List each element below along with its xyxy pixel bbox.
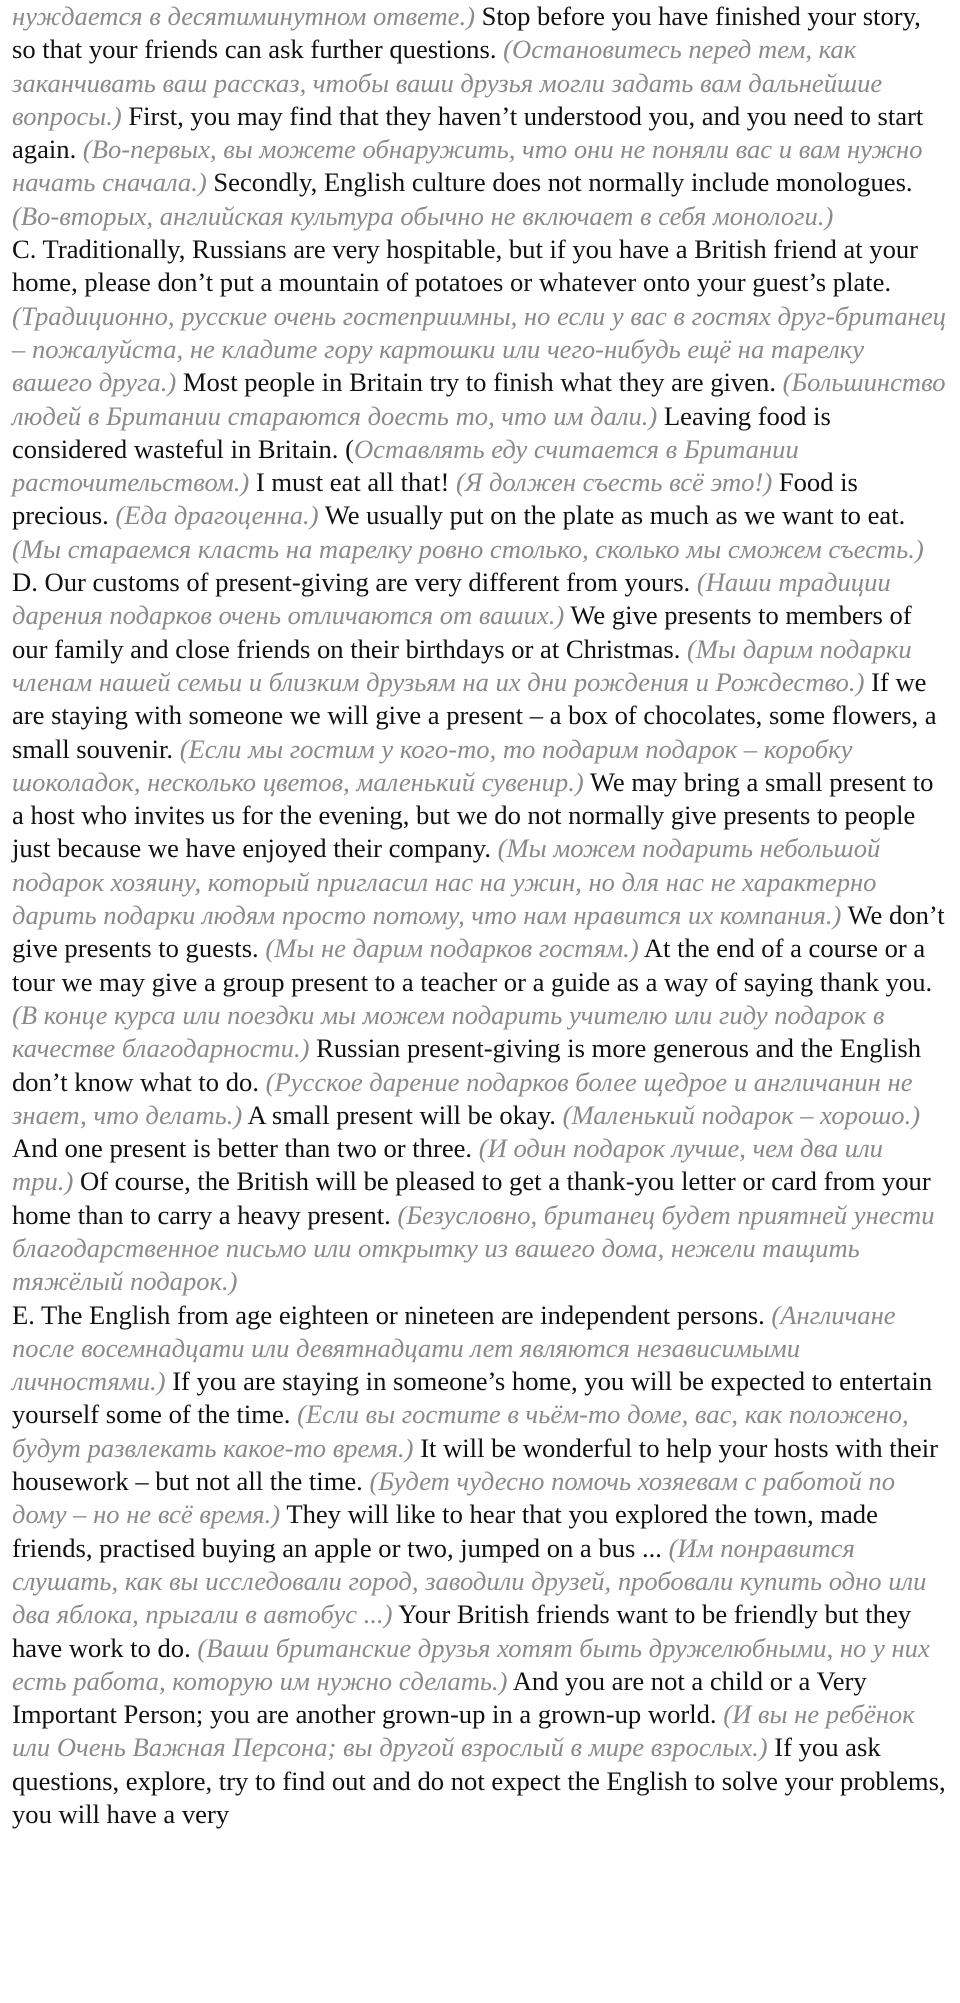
english-text: At the end of a course or a tour we may give a group present to a teacher or a guide as a way of saying thank you. bbox=[12, 933, 933, 997]
russian-translation: (Если вы гостите в чьём-то доме, вас, как положено, будут развлекать какое-то время.) bbox=[12, 1399, 909, 1463]
russian-translation: (Безусловно, британец будет приятней унести благодарственное письмо или открытку из вашего дома, нежели тащить тяжёлый подарок.) bbox=[12, 1199, 935, 1297]
paragraph-C bbox=[12, 233, 950, 566]
russian-translation: (Остановитесь перед тем, как заканчивать ваш рассказ, чтобы ваши друзья могли задать вам дальнейшие вопросы.) bbox=[12, 34, 883, 131]
english-text: Your British friends want to be friendly but they have work to do. bbox=[12, 1599, 912, 1663]
russian-translation: Оставлять еду считается в Британии расточительством.) bbox=[12, 433, 799, 498]
english-text: I must eat all that! bbox=[249, 467, 456, 498]
russian-translation: (Я должен съесть всё это!) bbox=[455, 467, 773, 498]
paragraph-D bbox=[12, 566, 950, 1299]
english-text: If you ask questions, explore, try to find out and do not expect the English to solve your problems, you will have a very bbox=[12, 1732, 946, 1830]
english-text: We don’t give presents to guests. bbox=[12, 900, 945, 964]
english-text: Food is precious. bbox=[12, 467, 858, 531]
russian-translation: (Русское дарение подарков более щедрое и англичанин не знает, что делать.) bbox=[12, 1066, 913, 1130]
english-text: E. The English from age eighteen or nineteen are independent persons. bbox=[12, 1299, 772, 1330]
english-text: We may bring a small present to a host who invites us for the evening, but we do not normally give presents to people just because we have enjoyed their company. bbox=[12, 766, 934, 864]
russian-translation: (Англичане после восемнадцати или девятнадцати лет являются независимыми личностями.) bbox=[12, 1299, 896, 1397]
russian-translation: (Еда драгоценна.) bbox=[115, 500, 319, 531]
russian-translation: (Мы стараемся класть на тарелку ровно столько, сколько мы сможем съесть.) bbox=[12, 533, 924, 564]
english-text: Secondly, English culture does not normally include monologues. bbox=[206, 167, 913, 198]
russian-translation: (Большинство людей в Британии стараются доесть то, что им дали.) bbox=[12, 367, 946, 431]
russian-translation: (Маленький подарок – хорошо.) bbox=[562, 1099, 921, 1130]
russian-translation: (В конце курса или поездки мы можем подарить учителю или гиду подарок в качестве благодарности.) bbox=[12, 999, 885, 1064]
russian-translation: (Во-первых, вы можете обнаружить, что они не поняли вас и вам нужно начать сначала.) bbox=[12, 134, 923, 198]
english-text: We give presents to members of our family and close friends on their birthdays or at Christmas. bbox=[12, 600, 912, 664]
russian-translation: (Во-вторых, английская культура обычно не включает в себя монологи.) bbox=[12, 200, 834, 231]
russian-translation: (Будет чудесно помочь хозяевам с работой по дому – но не всё время.) bbox=[12, 1466, 896, 1530]
english-text: Of course, the British will be pleased to get a thank-you letter or card from your home than to carry a heavy present. bbox=[12, 1166, 931, 1230]
russian-translation: (Традиционно, русские очень гостеприимны, но если у вас в гостях друг-британец – пожалуйста, не кладите гору картошки или чего-нибудь ещё на тарелку вашего друга.) bbox=[12, 300, 946, 398]
english-text: Leaving food is considered wasteful in Britain. ( bbox=[12, 400, 831, 464]
paragraph-B-cont bbox=[12, 0, 950, 233]
english-text: Most people in Britain try to finish what they are given. bbox=[176, 367, 783, 398]
russian-translation: (Если мы гостим у кого-то, то подарим подарок – коробку шоколадок, несколько цветов, маленький сувенир.) bbox=[12, 733, 853, 797]
english-text: First, you may find that they haven’t understood you, and you need to start again. bbox=[12, 100, 924, 165]
english-text: They will like to hear that you explored the town, made friends, practised buying an apple or two, jumped on a bus ... bbox=[12, 1499, 878, 1563]
russian-translation: (И один подарок лучше, чем два или три.) bbox=[12, 1133, 883, 1197]
russian-translation: (И вы не ребёнок или Очень Важная Персона; вы другой взрослый в мире взрослых.) bbox=[12, 1699, 915, 1763]
english-text: If we are staying with someone we will give a present – a box of chocolates, some flowers, a small souvenir. bbox=[12, 666, 937, 764]
russian-translation: нуждается в десятиминутном ответе.) bbox=[12, 1, 475, 31]
russian-translation: (Им понравится слушать, как вы исследовали город, заводили друзей, пробовали купить одно или два яблока, прыгали в автобус ...) bbox=[12, 1532, 927, 1630]
english-text: It will be wonderful to help your hosts with their housework – but not all the time. bbox=[12, 1432, 938, 1497]
english-text: Stop before you have finished your story, so that your friends can ask further questions. bbox=[12, 1, 921, 65]
english-text: C. Traditionally, Russians are very hospitable, but if you have a British friend at your home, please don’t put a mountain of potatoes or whatever onto your guest’s plate. bbox=[12, 234, 919, 298]
russian-translation: (Мы дарим подарки членам нашей семьи и близким друзьям на их дни рождения и Рождество.) bbox=[12, 633, 912, 697]
russian-translation: (Ваши британские друзья хотят быть дружелюбными, но у них есть работа, которую им нужно сделать.) bbox=[12, 1632, 930, 1696]
russian-translation: (Мы не дарим подарков гостям.) bbox=[265, 933, 639, 964]
english-text: And you are not a child or a Very Important Person; you are another grown-up in a grown-up world. bbox=[12, 1665, 867, 1730]
english-text: If you are staying in someone’s home, you will be expected to entertain yourself some of the time. bbox=[12, 1366, 933, 1430]
english-text: We usually put on the plate as much as we want to eat. bbox=[318, 500, 906, 531]
english-text: Russian present-giving is more generous and the English don’t know what to do. bbox=[12, 1033, 922, 1097]
russian-translation: (Наши традиции дарения подарков очень отличаются от ваших.) bbox=[12, 567, 891, 631]
paragraph-E bbox=[12, 1299, 950, 1832]
english-text: A small present will be okay. bbox=[242, 1099, 563, 1130]
russian-translation: (Мы можем подарить небольшой подарок хозяину, который пригласил нас на ужин, но для нас не характерно дарить подарки людям просто потому, что нам нравится их компания.) bbox=[12, 833, 881, 931]
english-text: And one present is better than two or three. bbox=[12, 1133, 479, 1164]
english-text: D. Our customs of present-giving are very different from yours. bbox=[12, 567, 697, 598]
